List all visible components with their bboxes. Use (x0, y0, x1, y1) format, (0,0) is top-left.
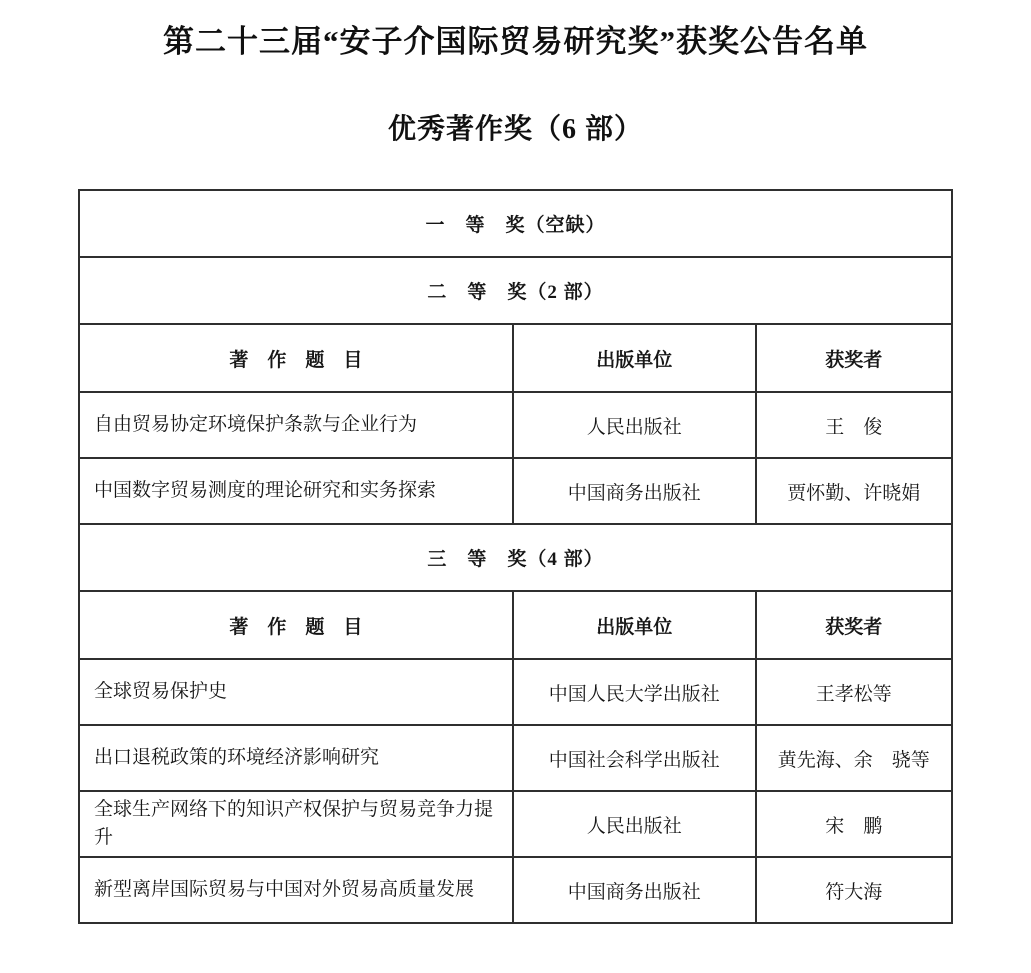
winner-cell: 符大海 (756, 857, 952, 923)
publisher-cell: 中国商务出版社 (513, 458, 756, 524)
winner-cell: 王孝松等 (756, 659, 952, 725)
column-header-winner: 获奖者 (756, 324, 952, 392)
column-header-winner: 获奖者 (756, 591, 952, 659)
publisher-cell: 人民出版社 (513, 392, 756, 458)
column-header-publisher: 出版单位 (513, 591, 756, 659)
publisher-cell: 中国商务出版社 (513, 857, 756, 923)
section-row-second-prize (79, 257, 952, 324)
table-row (79, 725, 952, 791)
winner-cell: 王 俊 (756, 392, 952, 458)
table-row (79, 857, 952, 923)
section-row-first-prize (79, 190, 952, 257)
table-row (79, 392, 952, 458)
work-title-cell: 全球生产网络下的知识产权保护与贸易竞争力提升 (79, 791, 513, 857)
work-title-cell: 自由贸易协定环境保护条款与企业行为 (79, 392, 513, 458)
winner-cell: 黄先海、余 骁等 (756, 725, 952, 791)
column-header-work-title: 著 作 题 目 (79, 591, 513, 659)
publisher-cell: 中国人民大学出版社 (513, 659, 756, 725)
publisher-cell: 人民出版社 (513, 791, 756, 857)
page-title: 第二十三届“安子介国际贸易研究奖”获奖公告名单 (163, 24, 868, 59)
work-title-cell: 全球贸易保护史 (79, 659, 513, 725)
table-row (79, 791, 952, 857)
column-header-work-title: 著 作 题 目 (79, 324, 513, 392)
column-header-row (79, 591, 952, 659)
work-title-cell: 中国数字贸易测度的理论研究和实务探索 (79, 458, 513, 524)
section-heading-first-prize: 一 等 奖（空缺） (79, 190, 952, 257)
page-subtitle: 优秀著作奖（6 部） (387, 114, 643, 145)
table-row (79, 659, 952, 725)
awards-table (78, 189, 953, 924)
winner-cell: 宋 鹏 (756, 791, 952, 857)
publisher-cell: 中国社会科学出版社 (513, 725, 756, 791)
winner-cell: 贾怀勤、许晓娟 (756, 458, 952, 524)
section-heading-third-prize: 三 等 奖（4 部） (79, 524, 952, 591)
section-heading-second-prize: 二 等 奖（2 部） (79, 257, 952, 324)
column-header-row (79, 324, 952, 392)
work-title-cell: 新型离岸国际贸易与中国对外贸易高质量发展 (79, 857, 513, 923)
work-title-cell: 出口退税政策的环境经济影响研究 (79, 725, 513, 791)
column-header-publisher: 出版单位 (513, 324, 756, 392)
section-row-third-prize (79, 524, 952, 591)
table-row (79, 458, 952, 524)
